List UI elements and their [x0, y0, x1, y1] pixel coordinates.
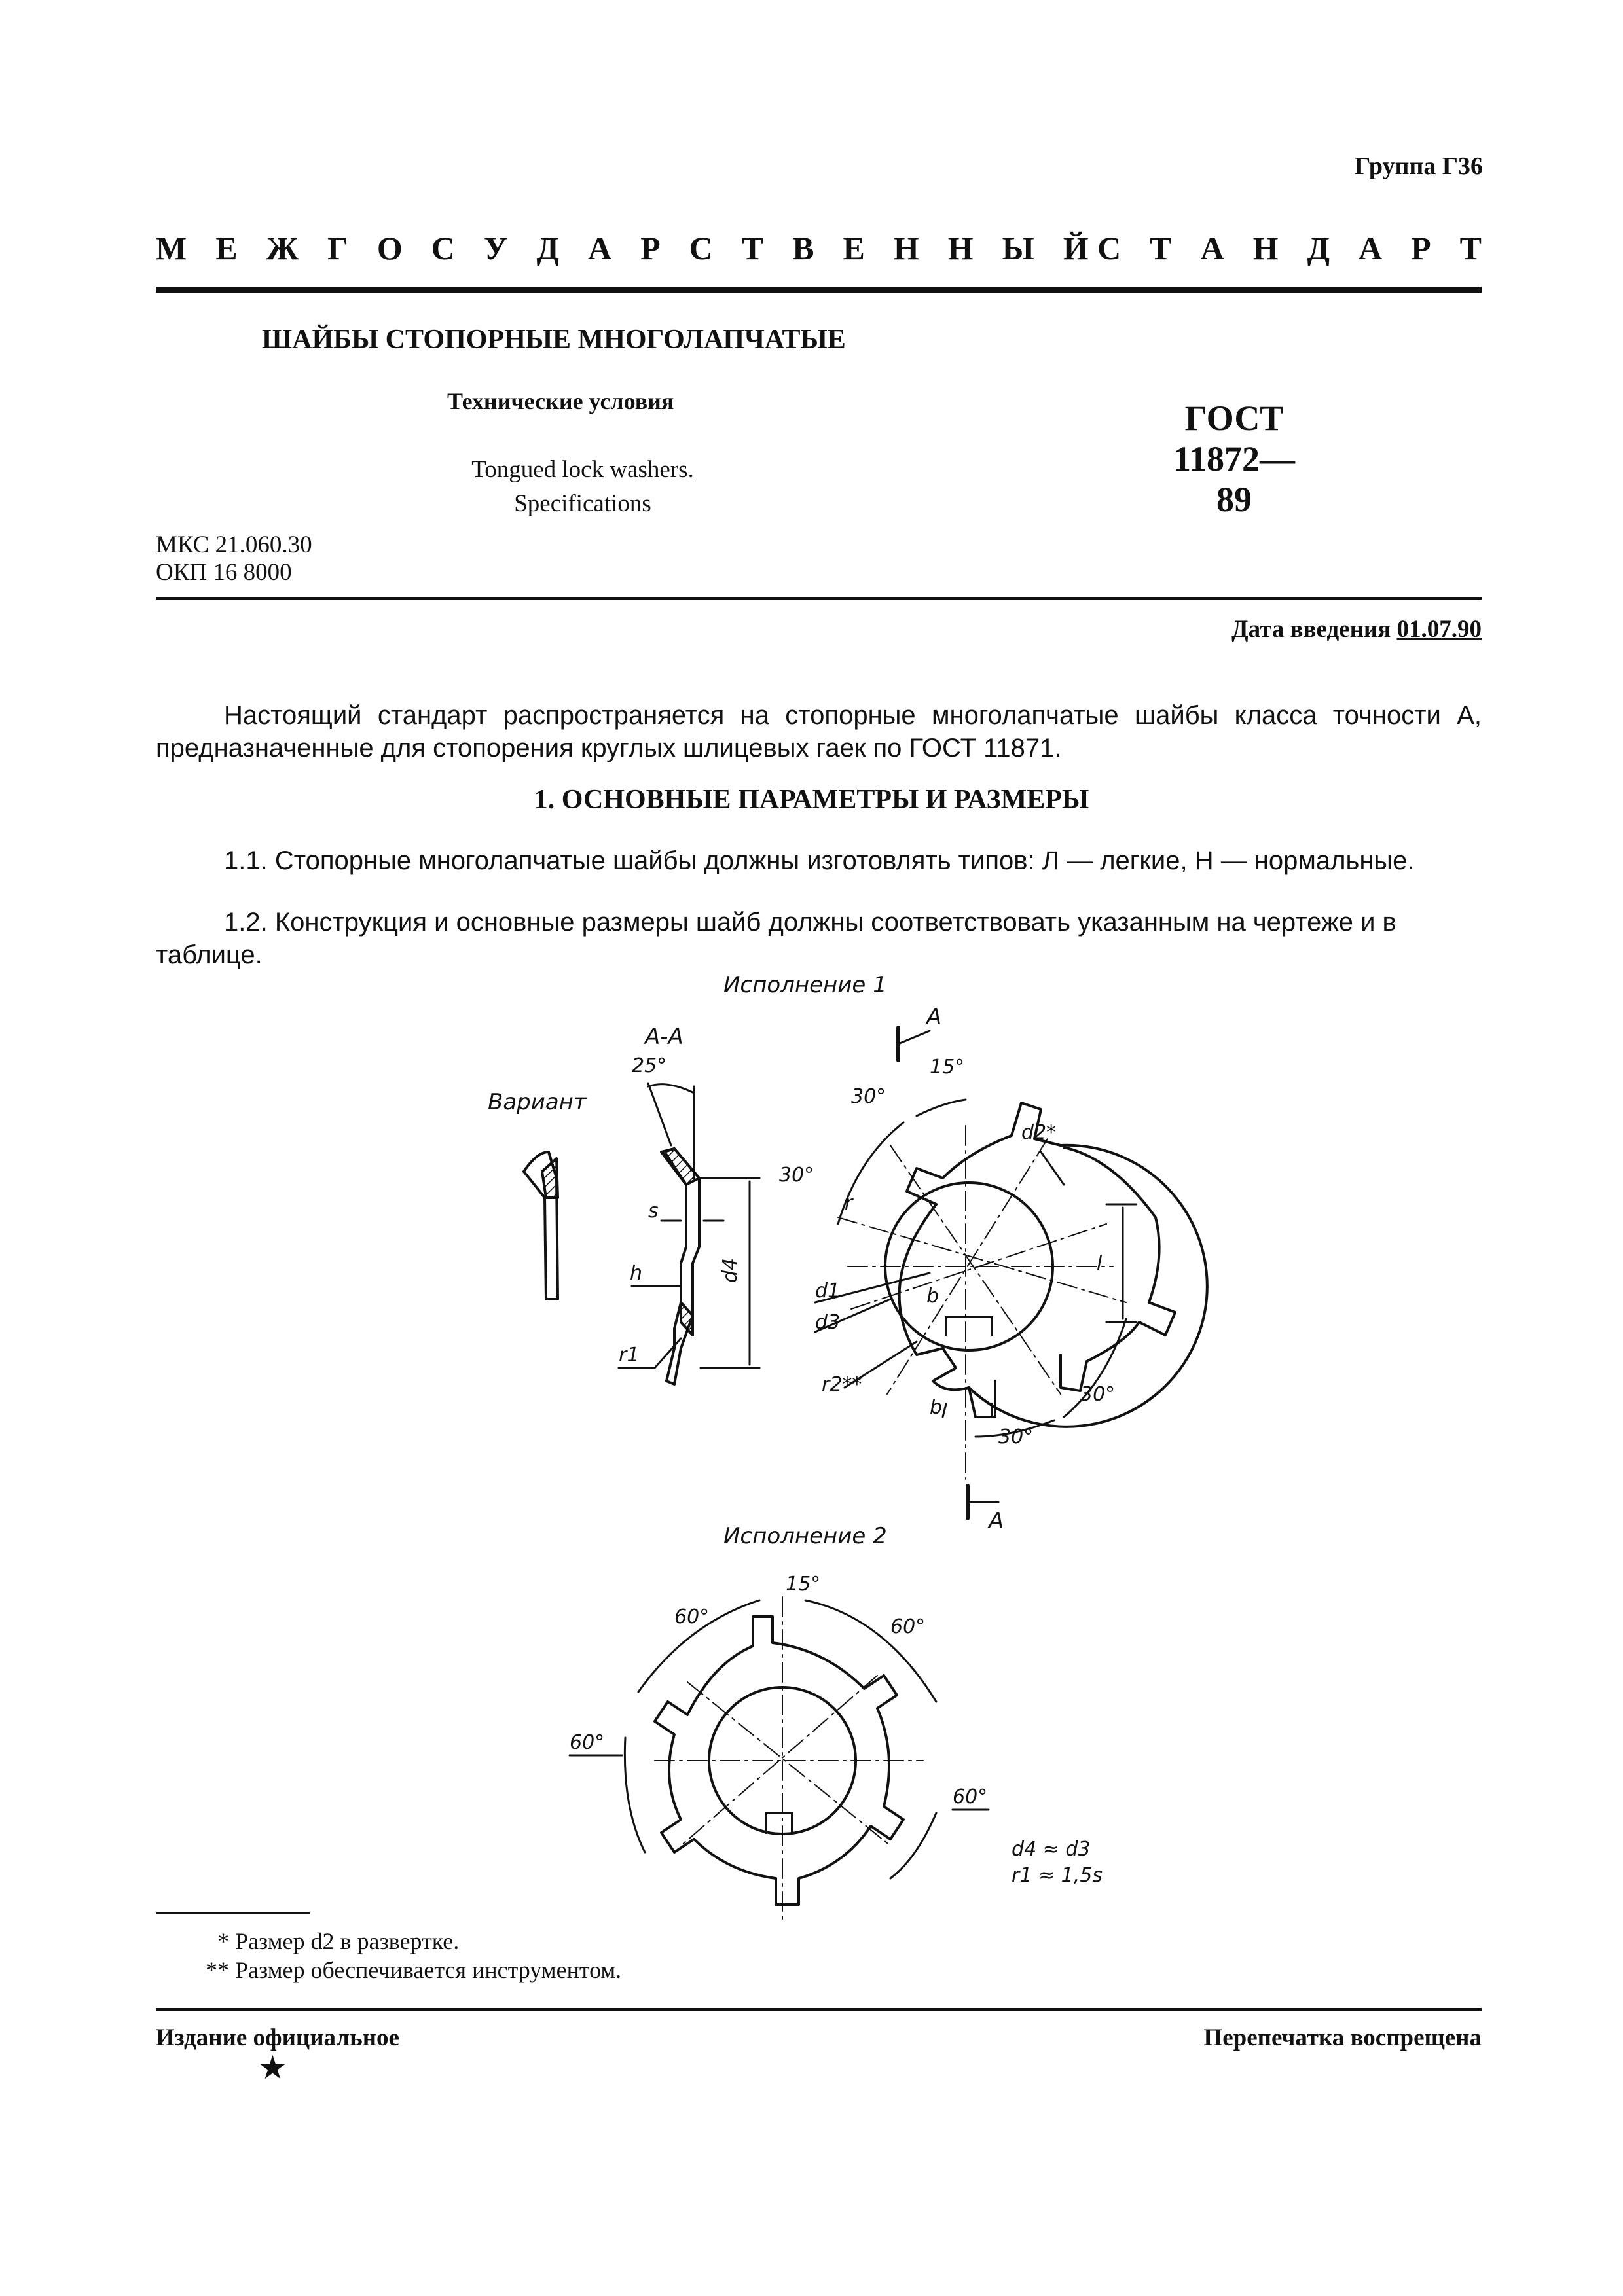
intro-paragraph: Настоящий стандарт распространяется на стопорные многолапчатые шайбы класса точности А, предназначенные для стопорения круглых шлицевых гаек по ГОСТ 11871.: [156, 701, 1482, 762]
dim-h-label: h: [630, 1262, 643, 1285]
dim-b-label-top: b: [926, 1285, 939, 1308]
interstate-letter: Р: [640, 230, 661, 266]
footnote-1-text: Размер d2 в развертке.: [235, 1928, 460, 1954]
star-icon: ★: [258, 2049, 287, 2086]
dim-r-label: r: [845, 1192, 853, 1215]
angle-15-label-v1: 15°: [930, 1056, 965, 1079]
standard-letter: А: [1358, 230, 1383, 266]
angle-60-label-c: 60°: [570, 1731, 605, 1754]
dim-d2-label: d2*: [1021, 1121, 1057, 1144]
paragraph-1-2: 1.2. Конструкция и основные размеры шайб должны соответствовать указанным на чертеже и в таблице.: [156, 908, 1396, 969]
interstate-letter: О: [376, 230, 403, 266]
standard-letter: Т: [1150, 230, 1172, 266]
official-edition: Издание официальное: [156, 2024, 399, 2051]
standard-letter: А: [1200, 230, 1224, 266]
interstate-letter: У: [483, 230, 508, 266]
note-r1: r1 ≈ 1,5s: [1012, 1864, 1103, 1887]
interstate-letter: Й: [1063, 230, 1089, 266]
interstate-letter: Г: [327, 230, 348, 266]
figure-caption-2: Исполнение 2: [723, 1523, 887, 1549]
introduction-date-value: 01.07.90: [1396, 616, 1482, 643]
introduction-date-label: Дата введения: [1231, 616, 1391, 643]
section-1-heading: 1. ОСНОВНЫЕ ПАРАМЕТРЫ И РАЗМЕРЫ: [534, 785, 1089, 815]
gost-number: 11872—89: [1173, 439, 1296, 519]
standard-letter: Н: [1252, 230, 1279, 266]
okp-code: ОКП 16 8000: [156, 559, 292, 586]
interstate-letter: Ы: [1002, 230, 1034, 266]
section-label: А-А: [645, 1024, 684, 1050]
interstate-letter: Е: [843, 230, 865, 266]
interstate-letter: Д: [536, 230, 559, 266]
footnote-2-mark: **: [206, 1957, 229, 1983]
interstate-letter: Ж: [266, 230, 299, 266]
section-a-a-profile: [619, 1083, 759, 1384]
variant-label: Вариант: [488, 1089, 587, 1115]
dim-d1-label: d1: [815, 1280, 841, 1302]
standard-letter: Р: [1411, 230, 1431, 266]
angle-25-label: 25°: [632, 1054, 667, 1077]
dim-r2-label: r2**: [822, 1373, 862, 1396]
interstate-letter: В: [792, 230, 814, 266]
section-mark-top: А: [926, 1004, 942, 1030]
interstate-letter: Т: [741, 230, 764, 266]
footnote-1-mark: *: [217, 1928, 229, 1954]
angle-60-label-a: 60°: [674, 1605, 710, 1628]
gost-label: ГОСТ: [1184, 399, 1284, 438]
note-d4-d3: d4 ≈ d3: [1012, 1838, 1091, 1861]
angle-30-label-b: 30°: [779, 1164, 814, 1187]
footnote-separator: [156, 1912, 310, 1914]
group-code: Группа Г36: [1355, 152, 1483, 180]
dim-d3-label: d3: [815, 1311, 841, 1334]
paragraph-1-1: 1.1. Стопорные многолапчатые шайбы должны изготовлять типов: Л — легкие, Н — нормальные.: [224, 846, 1415, 875]
english-title-line-2: Specifications: [514, 490, 651, 517]
figure-caption-1: Исполнение 1: [723, 972, 887, 998]
angle-30-label-c: 30°: [1080, 1383, 1116, 1406]
angle-60-label-b: 60°: [890, 1615, 926, 1638]
standard-letter: Д: [1307, 230, 1330, 266]
section-mark-bottom: А: [989, 1508, 1004, 1534]
interstate-letter: С: [689, 230, 713, 266]
footnote-2-text: Размер обеспечивается инструментом.: [235, 1957, 622, 1983]
dim-s-label: s: [648, 1200, 659, 1223]
washer-version-2: [570, 1597, 989, 1924]
mks-code: МКС 21.060.30: [156, 531, 312, 558]
dim-r1-label: r1: [619, 1344, 640, 1367]
variant-profile: [524, 1152, 558, 1299]
document-title: ШАЙБЫ СТОПОРНЫЕ МНОГОЛАПЧАТЫЕ: [262, 325, 846, 355]
interstate-letter: М: [156, 230, 187, 266]
reprint-notice: Перепечатка воспрещена: [1203, 2024, 1482, 2051]
interstate-letter: А: [587, 230, 612, 266]
bottom-rule: [156, 2008, 1482, 2011]
interstate-letter: С: [431, 230, 455, 266]
angle-15-label-v2: 15°: [786, 1573, 821, 1596]
dim-l-label: l: [1097, 1252, 1103, 1275]
interstate-letter: Н: [893, 230, 919, 266]
interstate-letter: Е: [215, 230, 238, 266]
footnote-1: [217, 1927, 459, 1956]
footnote-2: [206, 1956, 621, 1984]
dim-d4-label: d4: [719, 1257, 742, 1283]
english-title-line-1: Tongued lock washers.: [471, 456, 694, 483]
dim-b-label-bottom: b: [930, 1396, 943, 1419]
angle-30-label-a: 30°: [851, 1085, 886, 1108]
interstate-letter: Н: [947, 230, 974, 266]
angle-30-label-d: 30°: [998, 1426, 1034, 1448]
document-subtitle: Технические условия: [447, 388, 674, 414]
standard-letter: С: [1097, 230, 1122, 266]
standard-letter: Т: [1459, 230, 1482, 266]
angle-60-label-d: 60°: [953, 1785, 988, 1808]
